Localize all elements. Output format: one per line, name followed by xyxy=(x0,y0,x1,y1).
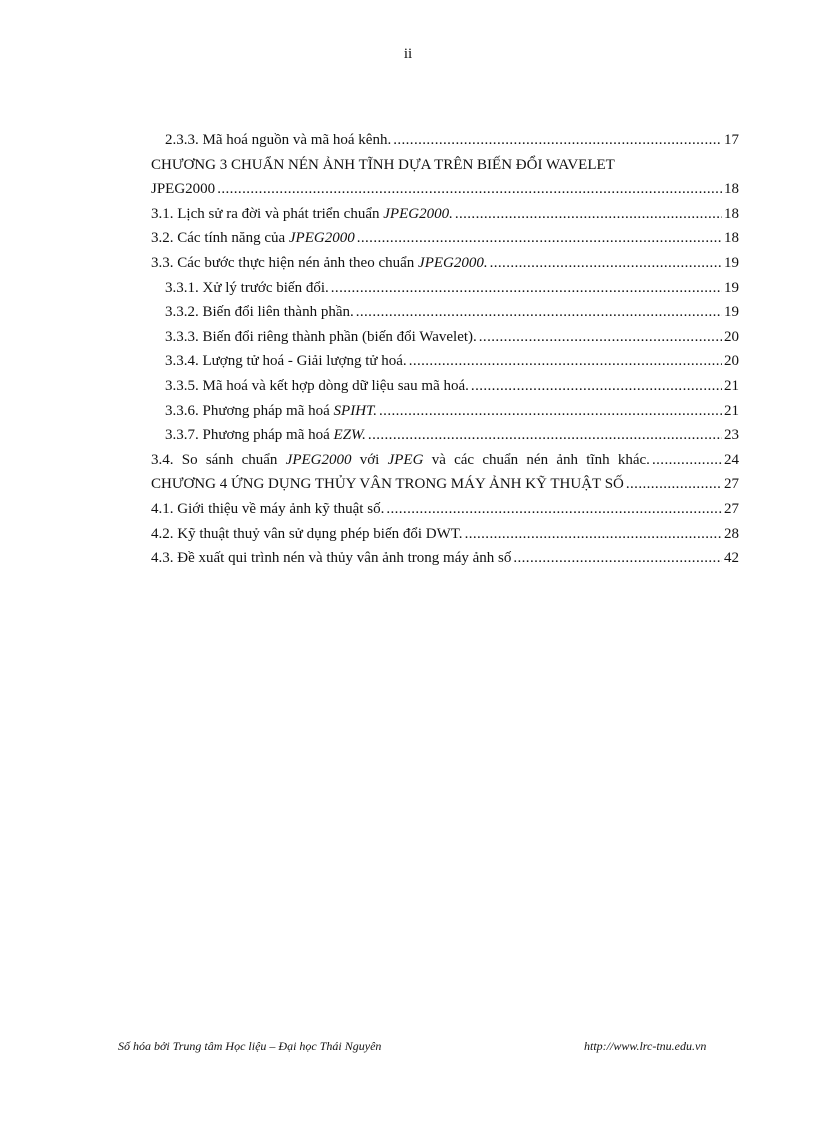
toc-word: sánh xyxy=(205,451,234,468)
toc-entry-title: 3.3.3. Biến đổi riêng thành phần (biến đổi Wavelet). xyxy=(165,328,477,345)
toc-entry-title: JPEG2000 xyxy=(151,181,216,198)
toc-title-text: 3.1. Lịch sử ra đời và phát triển chuẩn xyxy=(151,205,384,222)
toc-word: chuẩn xyxy=(482,451,519,468)
toc-dot-leader xyxy=(465,525,722,544)
toc-entry-4-1[interactable] xyxy=(151,500,739,525)
toc-entry-title: 3.3.4. Lượng tử hoá - Giải lượng tử hoá. xyxy=(165,353,407,370)
toc-page-number: 23 xyxy=(724,427,739,444)
toc-page-number: 18 xyxy=(724,181,739,198)
toc-word: với xyxy=(359,451,380,468)
toc-entry-title: 4.2. Kỹ thuật thuỷ vân sử dụng phép biến đổi DWT. xyxy=(151,525,463,542)
toc-page-number: 19 xyxy=(724,279,739,296)
toc-title-text: 3.3. Các bước thực hiện nén ảnh theo chuẩn xyxy=(151,254,419,271)
toc-word: ảnh xyxy=(556,451,579,468)
toc-dot-leader xyxy=(331,279,722,298)
toc-dot-leader xyxy=(626,475,722,494)
toc-entry-title: 3.3.1. Xử lý trước biến đổi. xyxy=(165,279,329,296)
toc-entry-title: CHƯƠNG 4 ỨNG DỤNG THỦY VÂN TRONG MÁY ẢNH KỸ THUẬT SỐ xyxy=(151,476,624,493)
toc-title-text: 3.2. Các tính năng của xyxy=(151,230,289,247)
page-number: ii xyxy=(403,46,413,62)
toc-page-number: 20 xyxy=(724,353,739,370)
toc-dot-leader xyxy=(386,500,722,519)
toc-entry-title: 2.3.3. Mã hoá nguồn và mã hoá kênh. xyxy=(165,132,392,148)
toc-entry-title xyxy=(165,426,366,445)
toc-entry-title: 3.3.2. Biến đổi liên thành phần. xyxy=(165,304,354,321)
toc-word: các xyxy=(454,451,475,468)
toc-word: chuẩn xyxy=(241,451,278,468)
footer-digitization-credit: Số hóa bởi Trung tâm Học liệu – Đại học Thái Nguyên xyxy=(118,1039,382,1053)
toc-title-italic: EZW. xyxy=(333,427,366,444)
toc-page-number: 18 xyxy=(724,230,739,247)
toc-page-number: 18 xyxy=(724,205,739,222)
toc-title-text: 3.3.7. Phương pháp mã hoá xyxy=(165,427,334,444)
toc-title-italic: JPEG2000. xyxy=(418,254,488,271)
toc-page-number: 28 xyxy=(724,525,739,542)
toc-dot-leader xyxy=(490,254,722,273)
toc-dot-leader xyxy=(393,131,722,150)
toc-entry-3-3-6[interactable] xyxy=(151,402,739,427)
toc-dot-leader xyxy=(455,205,722,224)
toc-dot-leader xyxy=(513,549,722,568)
toc-entry-title: 4.1. Giới thiệu về máy ảnh kỹ thuật số. xyxy=(151,500,385,517)
toc-page-number: 21 xyxy=(724,402,739,419)
toc-dot-leader xyxy=(479,328,722,347)
toc-entry-title: 3.3.5. Mã hoá và kết hợp dòng dữ liệu sau mã hoá. xyxy=(165,377,469,394)
toc-entry-3-3-7[interactable] xyxy=(151,426,739,451)
toc-entry-title xyxy=(165,402,377,421)
toc-dot-leader xyxy=(217,180,722,199)
toc-entry-title xyxy=(151,229,355,248)
toc-entry-4-3[interactable] xyxy=(151,549,739,574)
toc-dot-leader xyxy=(409,352,722,371)
toc-page-number: 27 xyxy=(724,500,739,517)
toc-entry-3-2[interactable] xyxy=(151,229,739,254)
toc-entry-3-3-3[interactable] xyxy=(151,328,739,353)
toc-word: tĩnh xyxy=(586,451,610,468)
toc-entry-3-1[interactable] xyxy=(151,205,739,230)
footer-url-link[interactable]: http://www.lrc-tnu.edu.vn xyxy=(584,1039,707,1053)
toc-page-number: 21 xyxy=(724,377,739,394)
toc-dot-leader xyxy=(471,377,722,396)
toc-entry-3-3-2[interactable] xyxy=(151,303,739,328)
toc-word: 3.4. xyxy=(151,451,174,468)
toc-word: khác. xyxy=(617,451,650,468)
toc-title-italic: JPEG2000. xyxy=(383,205,453,222)
toc-entry-title xyxy=(151,205,453,224)
toc-dot-leader xyxy=(356,303,722,322)
toc-page-number: 19 xyxy=(724,254,739,271)
toc-entry-3-3[interactable] xyxy=(151,254,739,279)
toc-entry-title xyxy=(151,254,488,273)
toc-entry-title: 4.3. Đề xuất qui trình nén và thủy vân ảnh trong máy ảnh số xyxy=(151,550,512,567)
toc-entry-3-3-1[interactable] xyxy=(151,279,739,304)
toc-entry-chapter-4[interactable] xyxy=(151,475,739,500)
toc-entry-4-2[interactable] xyxy=(151,525,739,550)
toc-dot-leader xyxy=(357,229,722,248)
toc-word: So xyxy=(181,451,198,468)
toc-entry-3-3-5[interactable] xyxy=(151,377,739,402)
toc-title-italic: JPEG2000 xyxy=(288,230,355,247)
toc-word-italic: JPEG2000 xyxy=(285,451,352,468)
toc-entry-3-4[interactable] xyxy=(151,451,739,476)
toc-page-number: 20 xyxy=(724,328,739,345)
toc-page-number: 24 xyxy=(724,451,739,468)
toc-word-italic: JPEG xyxy=(387,451,424,468)
toc-entry-chapter-3[interactable] xyxy=(151,180,739,205)
toc-title-italic: SPIHT. xyxy=(333,402,378,419)
toc-page-number: 42 xyxy=(724,550,739,567)
toc-page-number: 17 xyxy=(724,132,739,148)
toc-page-number: 27 xyxy=(724,476,739,493)
toc-dot-leader xyxy=(652,451,722,470)
toc-word: và xyxy=(431,451,446,468)
toc-entry-2-3-3[interactable] xyxy=(151,131,739,156)
toc-page-number: 19 xyxy=(724,304,739,321)
toc-chapter-3-heading[interactable]: CHƯƠNG 3 CHUẨN NÉN ẢNH TĨNH DỰA TRÊN BIẾN ĐỔI WAVELET xyxy=(151,156,615,173)
table-of-contents xyxy=(151,131,739,574)
toc-word: nén xyxy=(526,451,549,468)
toc-dot-leader xyxy=(368,426,722,445)
toc-title-text: 3.3.6. Phương pháp mã hoá xyxy=(165,402,334,419)
toc-entry-title xyxy=(151,451,650,470)
toc-entry-3-3-4[interactable] xyxy=(151,352,739,377)
toc-dot-leader xyxy=(379,402,722,421)
